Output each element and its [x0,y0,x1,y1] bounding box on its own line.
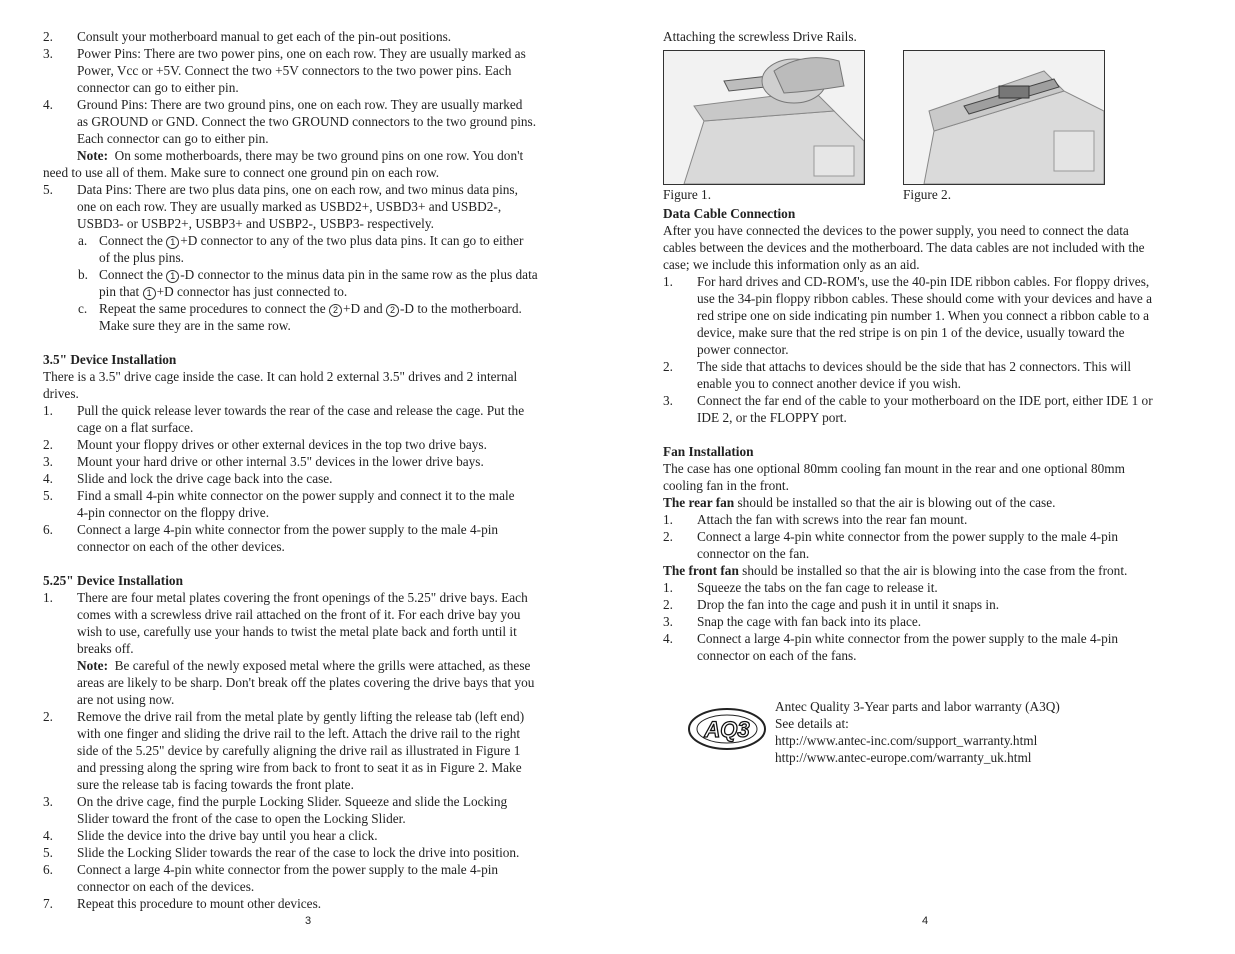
text-line: Mount your floppy drives or other external devices in the top two drive bays. [77,437,487,452]
text-line [99,283,573,300]
figure-1-caption: Figure 1. [663,187,712,202]
text-line: Drop the fan into the cage and push it in until it snaps in. [697,597,1000,612]
text-line: Antec Quality 3-Year parts and labor warranty (A3Q) [775,699,1060,714]
page-right [617,0,1235,954]
text-line: Find a small 4-pin white connector on the power supply and connect it to the male [77,488,515,503]
text-line: Slide and lock the drive cage back into the case. [77,471,333,486]
list-item [43,521,573,555]
text-line: with one finger and sliding the drive rail to the left. Attach the drive rail to the right [77,726,521,741]
text-line [99,300,573,317]
text-line: should be installed so that the air is blowing out of the case. [734,495,1056,510]
text-line: IDE 2, or the FLOPPY port. [697,410,847,425]
list-item [663,273,1187,358]
rear-fan-text [663,494,1187,511]
text-line: red stripe one on side indicating pin number 1. When you connect a ribbon cable to a [697,308,1150,323]
text-line: Power Pins: There are two power pins, one on each row. They are usually marked as [77,46,526,61]
front-fan-text [663,562,1187,579]
text-line: device, make sure that the red stripe is on pin 1 of the device, usually toward the [697,325,1125,340]
sub-list-item [43,300,573,334]
list-item [663,358,1187,392]
text-line: Consult your motherboard manual to get each of the pin-out positions. [77,29,452,44]
list-number: 2. [43,437,53,452]
list-number: a. [78,233,88,248]
text-line: Note: [77,148,109,163]
pin-list [43,28,573,334]
drive525-list [43,589,573,912]
text-line: cage on a flat surface. [77,420,194,435]
figure-2-image [903,50,1105,185]
text-line: and pressing along the spring wire from back to front to seat it as in Figure 2. Make [77,760,522,775]
list-number: 1. [43,590,53,605]
list-item [663,511,1187,528]
text-line: Connect a large 4-pin white connector from the power supply to the male 4-pin [697,529,1119,544]
text-line: +D connector to any of the two plus data pins. It can go to either [180,233,524,248]
list-number: 3. [663,614,673,629]
list-number: 4. [43,471,53,486]
list-number: 7. [43,896,53,911]
data-cable-list [663,273,1187,426]
text-line: See details at: [775,716,849,731]
left-column [43,28,573,912]
text-line: Slide the Locking Slider towards the rear of the case to lock the drive into position. [77,845,520,860]
text-line: as GROUND or GND. Connect the two GROUND connectors to the two ground pins. [77,114,537,129]
text-line: Mount your hard drive or other internal 3.5" devices in the lower drive bays. [77,454,484,469]
note [77,657,573,674]
figures-heading: Attaching the screwless Drive Rails. [663,29,857,44]
text-line: cooling fan in the front. [663,478,789,493]
list-number: 1. [663,512,673,527]
text-line: The front fan [663,563,739,578]
list-number: 3. [43,454,53,469]
circled-number: 2 [386,304,399,317]
list-number: 4. [43,97,53,112]
list-item [663,613,1187,630]
text-line: Slider toward the front of the case to open the Locking Slider. [77,811,406,826]
text-line: Connect a large 4-pin white connector from the power supply to the male 4-pin [77,522,499,537]
text-line: Power, Vcc or +5V. Connect the two +5V connectors to the two power pins. Each [77,63,512,78]
text-line: connector can go to either pin. [77,80,239,95]
list-number: 2. [43,29,53,44]
text-line: need to use all of them. Make sure to connect one ground pin on each row. [43,165,440,180]
circled-number: 2 [329,304,342,317]
list-number: 2. [663,597,673,612]
list-number: 3. [43,46,53,61]
text-line: USBD3- or USBP2+, USBP3+ and USBP2-, USBP3- respectively. [77,216,434,231]
text-line: On some motherboards, there may be two ground pins on one row. You don't [114,148,524,163]
list-number: 3. [43,794,53,809]
drive35-list [43,402,573,555]
list-item [663,528,1187,562]
list-number: b. [78,267,88,282]
list-number: 1. [663,274,673,289]
text-line: connector on each of the fans. [697,648,857,663]
section-heading: 5.25" Device Installation [43,573,183,588]
text-line: Connect a large 4-pin white connector from the power supply to the male 4-pin [77,862,499,877]
text-line: Slide the device into the drive bay until you hear a click. [77,828,378,843]
text-line: Repeat this procedure to mount other devices. [77,896,322,911]
list-item [43,453,573,470]
text-line: breaks off. [77,641,134,656]
list-number: 2. [663,529,673,544]
circled-number: 1 [143,287,156,300]
list-number: 2. [663,359,673,374]
list-number: 2. [43,709,53,724]
text-line: Repeat the same procedures to connect the [99,301,326,316]
list-number: 3. [663,393,673,408]
page-number: 3 [305,915,312,927]
text-line: Each connector can go to either pin. [77,131,269,146]
text-line: After you have connected the devices to the power supply, you need to connect the data [663,223,1129,238]
text-line: areas are likely to be sharp. Don't break off the plates covering the drive bays that you [77,675,535,690]
note [77,147,573,164]
list-number: 6. [43,862,53,877]
list-item [43,28,573,45]
circled-number: 1 [166,236,179,249]
list-item [43,45,573,96]
front-fan-list [663,579,1187,664]
list-number: 6. [43,522,53,537]
list-item [43,708,573,793]
text-line: Connect the far end of the cable to your motherboard on the IDE port, either IDE 1 or [697,393,1153,408]
text-line: There are four metal plates covering the front openings of the 5.25" drive bays. Each [77,590,528,605]
list-number: 4. [43,828,53,843]
warranty-text [775,698,1060,766]
text-line: Note: [77,658,109,673]
text-line: connector on the fan. [697,546,810,561]
list-item [43,470,573,487]
aq3-logo-icon [685,702,769,756]
list-item [43,487,573,521]
list-item [43,844,573,861]
figures [663,45,1187,205]
text-line: Data Pins: There are two plus data pins, one on each row, and two minus data pins, [77,182,518,197]
section-heading: Fan Installation [663,444,754,459]
text-line: case; we include this information only as an aid. [663,257,920,272]
text-line: power connector. [697,342,789,357]
text-line: cables between the devices and the motherboard. The data cables are not included with the [663,240,1145,255]
warranty-link-us[interactable]: http://www.antec-inc.com/support_warranty.html [775,733,1038,748]
rear-fan-list [663,511,1187,562]
text-line: Ground Pins: There are two ground pins, one on each row. They are usually marked [77,97,523,112]
text-line [99,232,573,249]
text-line: comes with a screwless drive rail attached on the front of it. For each drive bay you [77,607,521,622]
text-line: connector on each of the other devices. [77,539,285,554]
section-heading: Data Cable Connection [663,206,796,221]
text-line: +D connector has just connected to. [156,284,348,299]
list-item [43,895,573,912]
list-number: 5. [43,845,53,860]
text-line: use the 34-pin floppy ribbon cables. These should come with your devices and have a [697,291,1153,306]
list-item [43,96,573,181]
text-line: The side that attachs to devices should be the side that has 2 connectors. This will [697,359,1132,374]
text-line: AQ3 [704,717,750,742]
section-heading: 3.5" Device Installation [43,352,177,367]
circled-number: 1 [166,270,179,283]
list-number: 5. [43,182,53,197]
text-line: one on each row. They are usually marked as USBD2+, USBD3+ and USBD2-, [77,199,502,214]
text-line: Snap the cage with fan back into its place. [697,614,922,629]
text-line: pin that [99,284,140,299]
text-line: For hard drives and CD-ROM's, use the 40-pin IDE ribbon cables. For floppy drives, [697,274,1150,289]
list-number: c. [78,301,88,316]
text-line: sure the release tab is facing towards the front plate. [77,777,354,792]
text-line: Make sure they are in the same row. [99,318,291,333]
text-line: Be careful of the newly exposed metal where the grills were attached, as these [114,658,531,673]
list-number: 5. [43,488,53,503]
list-item [43,793,573,827]
list-item [663,392,1187,426]
sub-list-item [43,266,573,300]
list-item [663,579,1187,596]
figure-1-image [663,50,865,185]
text-line: should be installed so that the air is blowing into the case from the front. [738,563,1128,578]
text-line: The case has one optional 80mm cooling fan mount in the rear and one optional 80mm [663,461,1125,476]
text-line: +D and [343,301,383,316]
text-line: drives. [43,386,79,401]
text-line: Remove the drive rail from the metal plate by gently lifting the release tab (left end) [77,709,525,724]
text-line: On the drive cage, find the purple Locking Slider. Squeeze and slide the Locking [77,794,508,809]
text-line: -D to the motherboard. [399,301,522,316]
list-number: 4. [663,631,673,646]
text-line: wish to use, carefully use your hands to twist the metal plate back and forth until it [77,624,517,639]
text-line: Connect the [99,233,163,248]
warranty-link-eu[interactable]: http://www.antec-europe.com/warranty_uk.html [775,750,1032,765]
text-line: There is a 3.5" drive cage inside the case. It can hold 2 external 3.5" drives and 2 internal [43,369,518,384]
text-line: -D connector to the minus data pin in the same row as the plus data [180,267,538,282]
right-column [663,28,1187,768]
text-line: Pull the quick release lever towards the rear of the case and release the cage. Put the [77,403,525,418]
text-line: Connect a large 4-pin white connector from the power supply to the male 4-pin [697,631,1119,646]
text-line: enable you to connect another device if you wish. [697,376,962,391]
list-item [663,596,1187,613]
text-line: Connect the [99,267,163,282]
text-line [99,266,573,283]
list-item [43,181,573,232]
text-line: The rear fan [663,495,735,510]
list-number: 1. [43,403,53,418]
text-line: are not using now. [77,692,175,707]
text-line: connector on each of the devices. [77,879,255,894]
list-item [43,589,573,708]
list-item [43,827,573,844]
page-number: 4 [922,915,929,927]
sub-list-item [43,232,573,266]
list-item [43,861,573,895]
text-line: 4-pin connector on the floppy drive. [77,505,270,520]
list-item [43,436,573,453]
text-line: Attach the fan with screws into the rear fan mount. [697,512,968,527]
list-item [43,402,573,436]
text-line: of the plus pins. [99,250,184,265]
page-left [0,0,617,954]
text-line: side of the 5.25" device by carefully aligning the drive rail as illustrated in Figure 1 [77,743,521,758]
warranty-block [663,698,1187,768]
figure-2-caption: Figure 2. [903,187,952,202]
text-line: Squeeze the tabs on the fan cage to release it. [697,580,938,595]
list-number: 1. [663,580,673,595]
list-item [663,630,1187,664]
